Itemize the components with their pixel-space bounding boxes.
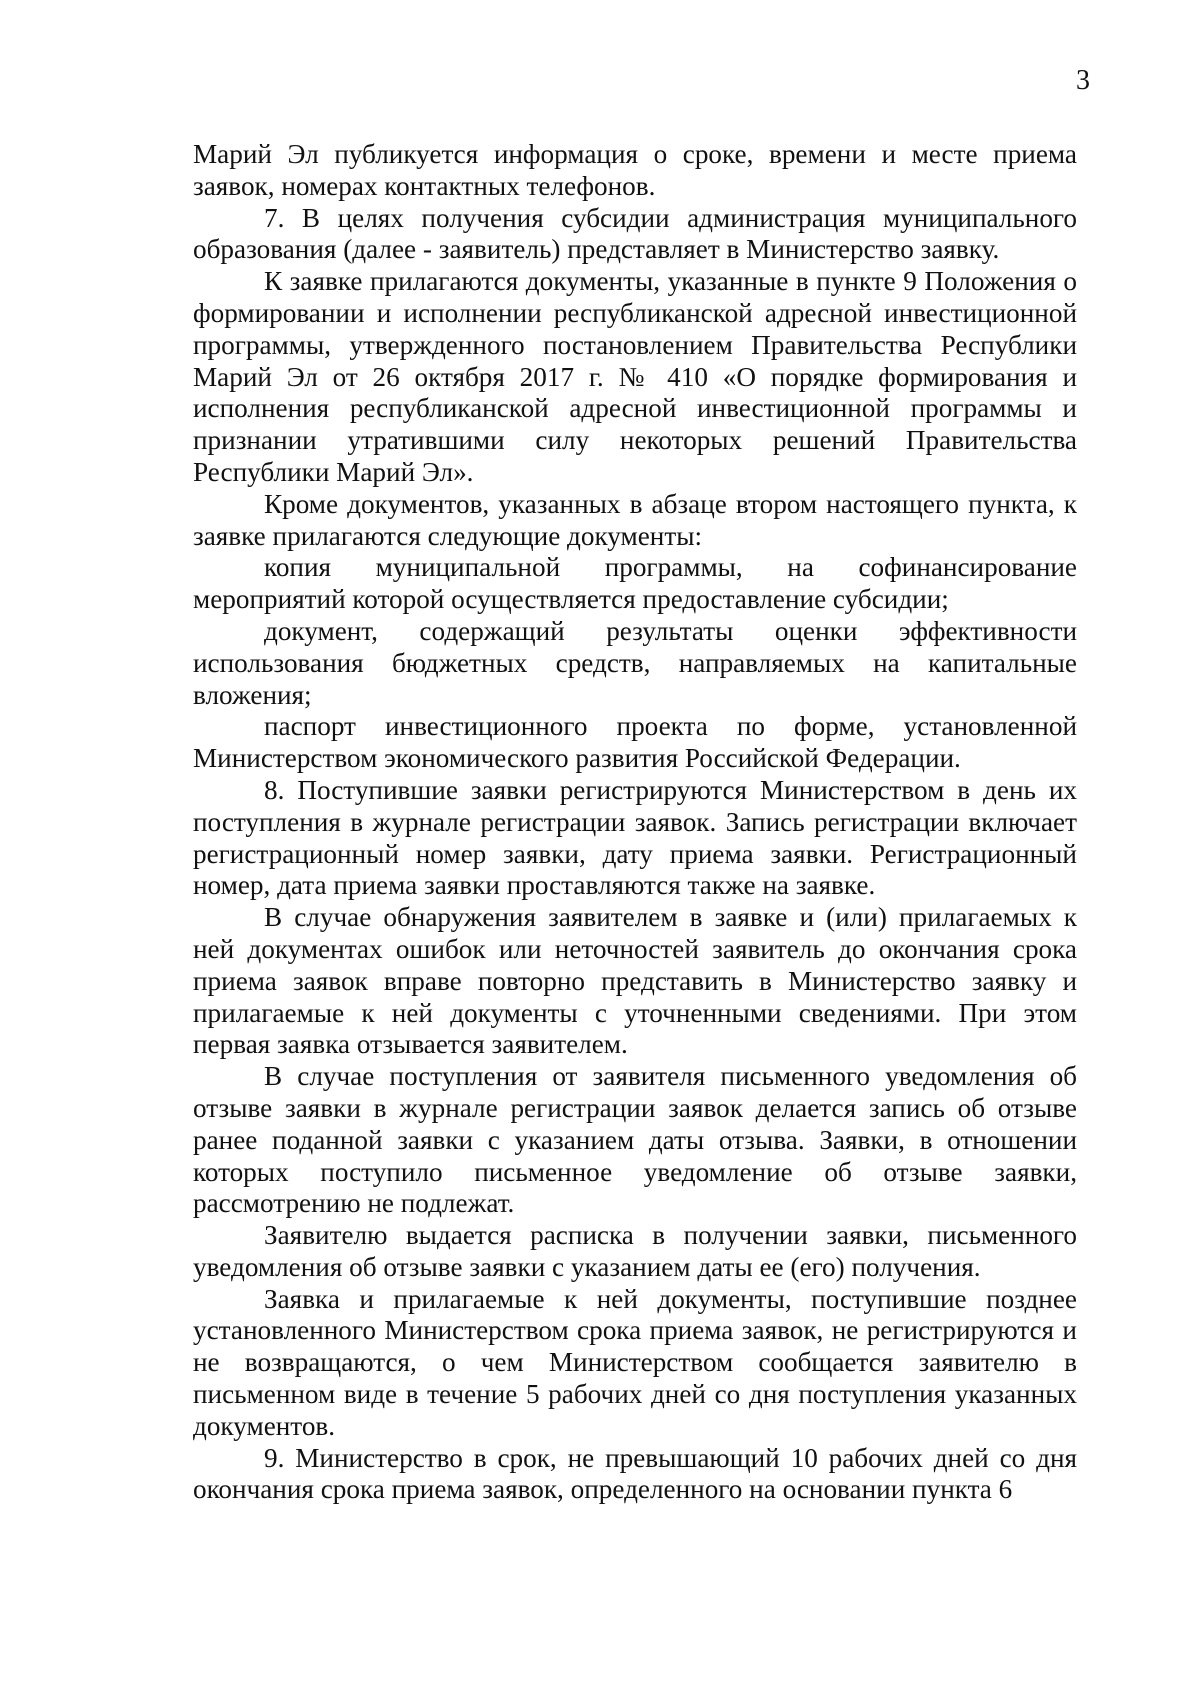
paragraph-errors-correction: В случае обнаружения заявителем в заявке и (или) прилагаемых к ней документах ошибок или неточностей заявитель до окончания срока приема заявок вправе повторно представить в Министерство заявку и прилагаемые к ней документы с уточненными сведениями. При этом первая заявка отзывается заявителем.: [193, 902, 1077, 1060]
paragraph-project-passport: паспорт инвестиционного проекта по форме, установленной Министерством экономического развития Российской Федерации.: [193, 711, 1077, 774]
paragraph-program-copy: копия муниципальной программы, на софинансирование мероприятий которой осуществляется предоставление субсидии;: [193, 552, 1077, 615]
paragraph-withdrawal: В случае поступления от заявителя письменного уведомления об отзыве заявки в журнале регистрации заявок делается запись об отзыве ранее поданной заявки с указанием даты отзыва. Заявки, в отношении которых поступило письменное уведомление об отзыве заявки, рассмотрению не подлежат.: [193, 1061, 1077, 1219]
paragraph-item-9: 9. Министерство в срок, не превышающий 10 рабочих дней со дня окончания срока приема заявок, определенного на основании пункта 6: [193, 1442, 1077, 1505]
paragraph-item-7: 7. В целях получения субсидии администрация муниципального образования (далее - заявитель) представляет в Министерство заявку.: [193, 202, 1077, 265]
page-number: 3: [1076, 65, 1090, 96]
paragraph-receipt: Заявителю выдается расписка в получении заявки, письменного уведомления об отзыве заявки с указанием даты ее (его) получения.: [193, 1220, 1077, 1282]
paragraph-late-applications: Заявка и прилагаемые к ней документы, поступившие позднее установленного Министерством срока приема заявок, не регистрируются и не возвращаются, о чем Министерством сообщается заявителю в письменном виде в течение 5 рабочих дней со дня поступления указанных документов.: [193, 1283, 1077, 1441]
paragraph-continuation: Марий Эл публикуется информация о сроке, времени и месте приема заявок, номерах контактных телефонов.: [193, 139, 1077, 201]
paragraph-additional-documents: Кроме документов, указанных в абзаце втором настоящего пункта, к заявке прилагаются следующие документы:: [193, 488, 1077, 551]
paragraph-attached-documents: К заявке прилагаются документы, указанные в пункте 9 Положения о формировании и исполнении республиканской адресной инвестиционной программы, утвержденного постановлением Правительства Республики Марий Эл от 26 октября 2017 г. № 410 «О порядке формирования и исполнения республиканской адресной инвестиционной программы и признании утратившими силу некоторых решений Правительства Республики Марий Эл».: [193, 266, 1077, 487]
paragraph-efficiency-document: документ, содержащий результаты оценки эффективности использования бюджетных средств, направляемых на капитальные вложения;: [193, 615, 1077, 710]
document-body: [193, 139, 1077, 1506]
paragraph-item-8: 8. Поступившие заявки регистрируются Министерством в день их поступления в журнале регистрации заявок. Запись регистрации включает регистрационный номер заявки, дату приема заявки. Регистрационный номер, дата приема заявки проставляются также на заявке.: [193, 774, 1077, 901]
